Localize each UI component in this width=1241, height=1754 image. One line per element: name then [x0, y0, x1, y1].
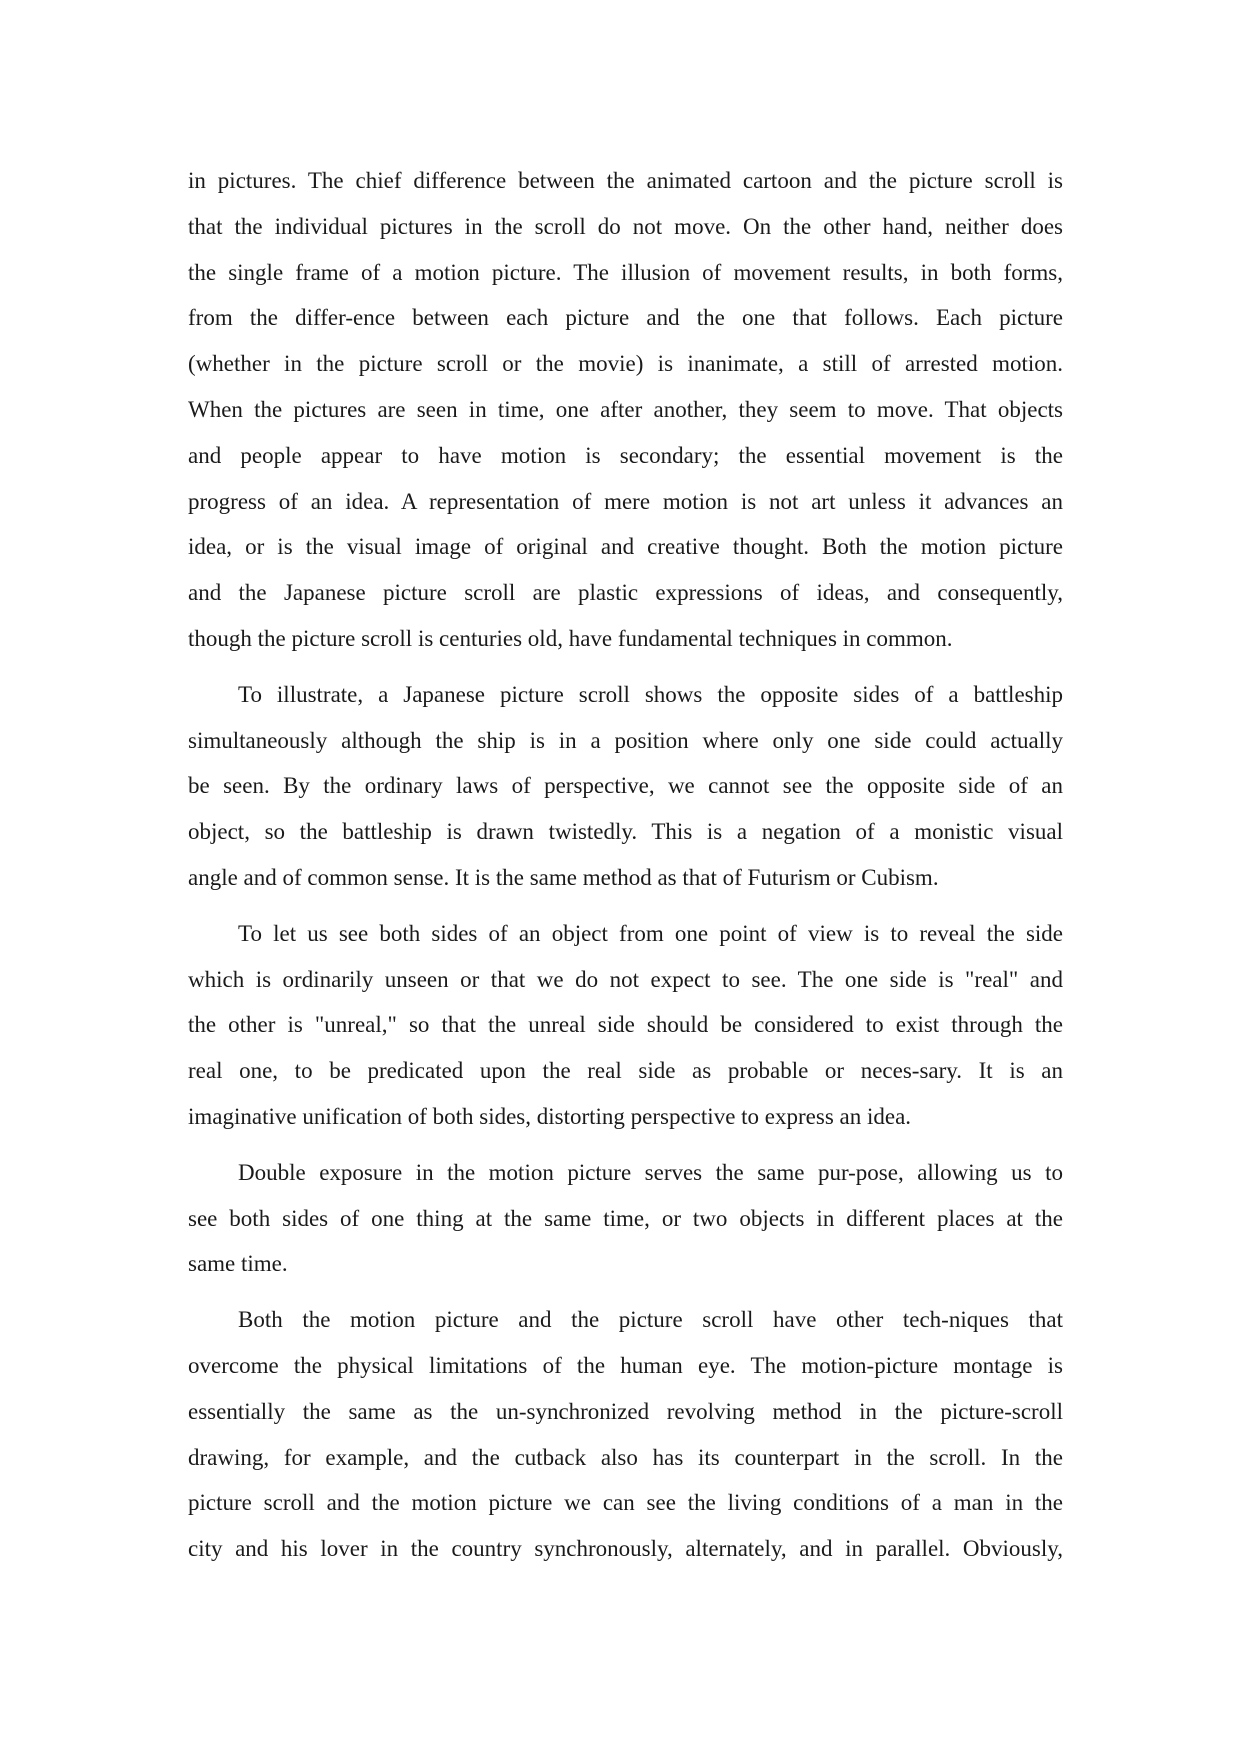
text-line: When the pictures are seen in time, one after another, they seem to move. That objects — [188, 396, 1063, 422]
text-line: simultaneously although the ship is in a position where only one side could actually — [188, 727, 1063, 753]
text-line: idea, or is the visual image of original and creative thought. Both the motion picture — [188, 534, 1063, 560]
text-line: and the Japanese picture scroll are plastic expressions of ideas, and consequently, — [188, 580, 1063, 606]
text-line: progress of an idea. A representation of mere motion is not art unless it advances an — [188, 488, 1063, 514]
text-line: be seen. By the ordinary laws of perspective, we cannot see the opposite side of an — [188, 773, 1063, 799]
paragraph-4 — [188, 1150, 1063, 1287]
text-line: in pictures. The chief difference between the animated cartoon and the picture scroll is — [188, 168, 1063, 193]
text-line: and people appear to have motion is secondary; the essential movement is the — [188, 442, 1063, 468]
paragraph-5 — [188, 1297, 1063, 1572]
text-line: object, so the battleship is drawn twistedly. This is a negation of a monistic visual — [188, 819, 1063, 845]
paragraph-1 — [188, 158, 1063, 662]
text-line: (whether in the picture scroll or the movie) is inanimate, a still of arrested motion. — [188, 351, 1063, 377]
text-line: the other is "unreal," so that the unreal side should be considered to exist through the — [188, 1012, 1063, 1038]
text-line: which is ordinarily unseen or that we do not expect to see. The one side is "real" and — [188, 966, 1063, 992]
text-line: city and his lover in the country synchronously, alternately, and in parallel. Obviously, — [188, 1536, 1063, 1562]
text-line: that the individual pictures in the scroll do not move. On the other hand, neither does — [188, 213, 1063, 239]
text-line: from the differ-ence between each picture and the one that follows. Each picture — [188, 305, 1063, 331]
text-line: drawing, for example, and the cutback also has its counterpart in the scroll. In the — [188, 1444, 1063, 1470]
text-line: Both the motion picture and the picture scroll have other tech-niques that — [238, 1307, 1063, 1333]
text-line: essentially the same as the un-synchronized revolving method in the picture-scroll — [188, 1398, 1063, 1424]
text-line: same time. — [188, 1251, 288, 1277]
paragraph-2 — [188, 672, 1063, 901]
text-line: Double exposure in the motion picture serves the same pur-pose, allowing us to — [238, 1159, 1063, 1185]
paragraph-3 — [188, 911, 1063, 1140]
body-text — [188, 158, 1063, 1582]
text-line: imaginative unification of both sides, distorting perspective to express an idea. — [188, 1103, 912, 1129]
text-line: real one, to be predicated upon the real side as probable or neces-sary. It is an — [188, 1058, 1063, 1084]
text-line: To illustrate, a Japanese picture scroll shows the opposite sides of a battleship — [238, 681, 1063, 707]
text-line: overcome the physical limitations of the human eye. The motion-picture montage is — [188, 1352, 1063, 1378]
text-line: the single frame of a motion picture. The illusion of movement results, in both forms, — [188, 259, 1063, 285]
text-line: To let us see both sides of an object from one point of view is to reveal the side — [238, 920, 1063, 946]
text-line: angle and of common sense. It is the same method as that of Futurism or Cubism. — [188, 864, 939, 890]
text-line: picture scroll and the motion picture we can see the living conditions of a man in the — [188, 1490, 1063, 1516]
text-line: see both sides of one thing at the same time, or two objects in different places at the — [188, 1205, 1063, 1231]
text-line: though the picture scroll is centuries old, have fundamental techniques in common. — [188, 625, 953, 651]
